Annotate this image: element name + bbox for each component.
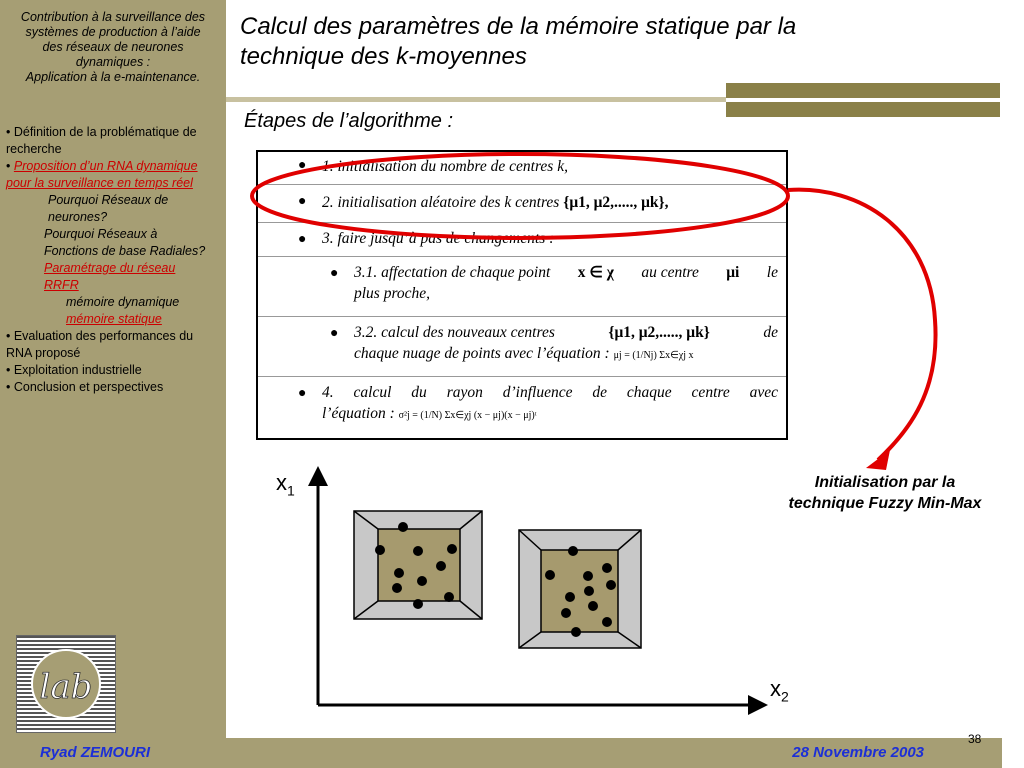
author-name: Ryad ZEMOURI bbox=[40, 744, 151, 761]
logo-text: lab bbox=[39, 667, 93, 707]
bullet: ● bbox=[330, 326, 339, 341]
nav-bullet: • bbox=[6, 159, 11, 173]
cluster-box-2 bbox=[519, 530, 641, 648]
step-3-1-text: plus proche, bbox=[354, 285, 431, 302]
data-point bbox=[584, 586, 594, 596]
bullet: ● bbox=[298, 386, 307, 401]
slide-number: 38 bbox=[968, 732, 982, 746]
nav-item-evaluation[interactable]: • Evaluation des performances du RNA proposé bbox=[6, 329, 194, 360]
data-point bbox=[583, 571, 593, 581]
inner-box bbox=[378, 529, 460, 601]
data-point bbox=[398, 522, 408, 532]
data-point bbox=[565, 592, 575, 602]
data-point bbox=[606, 580, 616, 590]
center-mu-i: μi bbox=[726, 264, 740, 281]
data-point bbox=[436, 561, 446, 571]
callout-arrowhead bbox=[866, 450, 890, 470]
nav-line: Pourquoi Réseaux à bbox=[44, 227, 158, 241]
header-line: dynamiques : bbox=[75, 55, 151, 69]
nav-line: Paramétrage du réseau bbox=[44, 261, 176, 275]
x-axis-arrowhead bbox=[748, 695, 768, 715]
step-3-1-text: au centre bbox=[641, 264, 699, 281]
step-1: 1. initialisation du nombre de centres k, bbox=[322, 158, 568, 175]
presentation-date: 28 Novembre 2003 bbox=[792, 744, 924, 761]
fuzzy-minmax-annotation bbox=[755, 472, 1015, 514]
nav-line: RRFR bbox=[44, 278, 79, 292]
bullet: ● bbox=[330, 266, 339, 281]
data-point bbox=[444, 592, 454, 602]
header-line: Contribution à la surveillance des bbox=[20, 10, 206, 24]
nav-link-rna-proposal[interactable]: Proposition d’un RNA dynamique pour la surveillance en temps réel bbox=[6, 159, 198, 190]
title-line: technique des k-moyennes bbox=[240, 43, 527, 70]
nav-item-problem-definition[interactable]: • Définition de la problématique de recherche bbox=[6, 125, 197, 156]
radius-equation: σ²j = (1/N) Σx∈χj (x − μj)(x − μj)ᵗ bbox=[398, 410, 537, 421]
bullet: ● bbox=[298, 194, 307, 209]
centroid-equation: μj = (1/Nj) Σx∈χj x bbox=[613, 350, 694, 361]
step-2-text: 2. initialisation aléatoire des k centres bbox=[322, 194, 560, 211]
footer-bar bbox=[0, 738, 1002, 768]
title-line: Calcul des paramètres de la mémoire statique par la bbox=[240, 13, 797, 40]
nav-line: Pourquoi Réseaux de bbox=[48, 193, 169, 207]
nav-item-industrial[interactable]: • Exploitation industrielle bbox=[6, 363, 142, 377]
header-line: des réseaux de neurones bbox=[42, 40, 184, 54]
point-in-set: x ∈ χ bbox=[577, 264, 614, 281]
step-3-2-text: chaque nuage de points avec l’équation : bbox=[354, 345, 610, 362]
data-point bbox=[417, 576, 427, 586]
step-4-text: l’équation : bbox=[322, 405, 395, 422]
annotation-line: Initialisation par la bbox=[814, 474, 956, 491]
step-3: 3. faire jusqu’à pas de changements : bbox=[322, 230, 555, 247]
bullet: ● bbox=[298, 232, 307, 247]
nav-item-static-memory[interactable]: mémoire statique bbox=[66, 312, 162, 326]
x-axis-label bbox=[770, 676, 789, 704]
data-point bbox=[447, 544, 457, 554]
axis-subscript: 1 bbox=[287, 482, 295, 499]
data-point bbox=[413, 599, 423, 609]
centers-set: {μ1, μ2,....., μk} bbox=[608, 324, 710, 341]
section-subtitle: Étapes de l’algorithme : bbox=[244, 110, 454, 132]
data-point bbox=[394, 568, 404, 578]
data-point bbox=[545, 570, 555, 580]
data-point bbox=[392, 583, 402, 593]
highlight-ellipse bbox=[252, 154, 788, 238]
data-point bbox=[588, 601, 598, 611]
header-line: Application à la e-maintenance. bbox=[25, 70, 201, 84]
nav-line: Fonctions de base Radiales? bbox=[44, 244, 206, 258]
annotation-line: technique Fuzzy Min-Max bbox=[788, 495, 982, 512]
nav-item-conclusion[interactable]: • Conclusion et perspectives bbox=[6, 380, 164, 394]
step-3-2-text: de bbox=[763, 324, 778, 341]
axis-var: x bbox=[770, 676, 781, 701]
cluster-box-1 bbox=[354, 511, 482, 619]
centers-set: {μ1, μ2,....., μk}, bbox=[563, 194, 669, 211]
data-point bbox=[602, 563, 612, 573]
step-4-text: 4. calcul du rayon d’influence de chaque centre avec bbox=[322, 384, 778, 401]
step-3-1-text: 3.1. affectation de chaque point bbox=[354, 264, 551, 281]
y-axis-label bbox=[276, 470, 295, 498]
data-point bbox=[568, 546, 578, 556]
data-point bbox=[413, 546, 423, 556]
header-line: systèmes de production à l’aide bbox=[25, 25, 201, 39]
data-point bbox=[561, 608, 571, 618]
bullet: ● bbox=[298, 158, 307, 173]
data-point bbox=[571, 627, 581, 637]
y-axis-arrowhead bbox=[308, 466, 328, 486]
data-point bbox=[602, 617, 612, 627]
callout-arrow bbox=[788, 190, 936, 460]
step-3-1-text: le bbox=[766, 264, 778, 281]
axis-subscript: 2 bbox=[781, 688, 789, 705]
step-3-2-text: 3.2. calcul des nouveaux centres bbox=[354, 324, 555, 341]
nav-line: neurones? bbox=[48, 210, 108, 224]
axis-var: x bbox=[276, 470, 287, 495]
data-point bbox=[375, 545, 385, 555]
nav-item-dynamic-memory[interactable]: mémoire dynamique bbox=[66, 295, 180, 309]
